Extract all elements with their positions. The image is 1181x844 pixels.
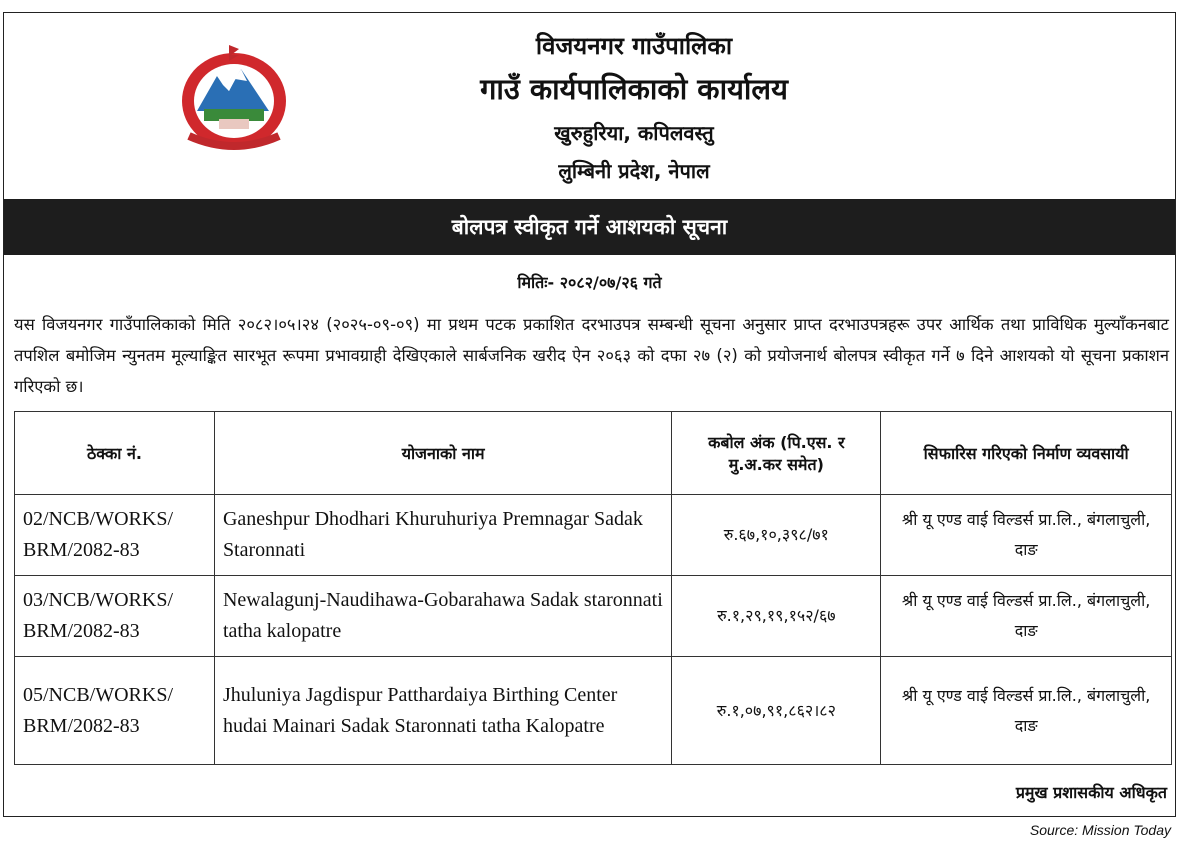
table-row: [15, 576, 1172, 657]
notice-date: मितिः- २०८२/०७/२६ गते: [517, 273, 662, 292]
header-contract-no: ठेक्का नं.: [15, 412, 215, 495]
contract-no: 05/NCB/WORKS/ BRM/2082-83: [15, 657, 215, 765]
header-bid-amount: कबोल अंक (पि.एस. र मु.अ.कर समेत): [672, 412, 881, 495]
project-name: Ganeshpur Dhodhari Khuruhuriya Premnagar Sadak Staronnati: [214, 495, 671, 576]
letterhead: [4, 13, 1175, 199]
bid-amount: रु.१,२९,१९,१५२/६७: [672, 576, 881, 657]
province-country: लुम्बिनी प्रदेश, नेपाल: [558, 159, 710, 183]
source-credit: Source: Mission Today: [1029, 822, 1171, 838]
bid-amount: रु.१,०७,९१,८६२।८२: [672, 657, 881, 765]
municipality-name: विजयनगर गाउँपालिका: [535, 32, 733, 60]
notice-body: यस विजयनगर गाउँपालिकाको मिति २०८२।०५।२४ (२०२५-०९-०९) मा प्रथम पटक प्रकाशित दरभाउपत्र सम्बन्धी सूचना अनुसार प्राप्त दरभाउपत्रहरू उपर आर्थिक तथा प्राविधिक मुल्याँकनबाट तपशिल बमोजिम न्युनतम मूल्याङ्कित सारभूत रूपमा प्रभावग्राही देखिएकाले सार्बजनिक खरीद ऐन २०६३ को दफा २७ (२) को प्रयोजनार्थ बोलपत्र स्वीकृत गर्ने ७ दिने आशयको यो सूचना प्रकाशन गरिएको छ।: [14, 315, 1169, 396]
notice-title: बोलपत्र स्वीकृत गर्ने आशयको सूचना: [4, 199, 1175, 255]
project-name: Newalagunj-Naudihawa-Gobarahawa Sadak staronnati tatha kalopatre: [214, 576, 671, 657]
contractor: श्री यू एण्ड वाई विल्डर्स प्रा.लि., बंगलाचुली, दाङ: [881, 495, 1172, 576]
office-name: गाउँ कार्यपालिकाको कार्यालय: [480, 72, 788, 106]
notice-frame: [3, 12, 1176, 817]
project-name: Jhuluniya Jagdispur Patthardaiya Birthing Center hudai Mainari Sadak Staronnati tatha Kalopatre: [214, 657, 671, 765]
table-header-row: [15, 412, 1172, 495]
header-contractor: सिफारिस गरिएको निर्माण व्यवसायी: [881, 412, 1172, 495]
header-project-name: योजनाको नाम: [214, 412, 671, 495]
nepal-emblem-icon: [169, 41, 299, 156]
contractor: श्री यू एण्ड वाई विल्डर्स प्रा.लि., बंगलाचुली, दाङ: [881, 576, 1172, 657]
table-row: [15, 657, 1172, 765]
contractor: श्री यू एण्ड वाई विल्डर्स प्रा.लि., बंगलाचुली, दाङ: [881, 657, 1172, 765]
signatory-title: प्रमुख प्रशासकीय अधिकृत: [1015, 783, 1167, 802]
table-row: [15, 495, 1172, 576]
contract-no: 02/NCB/WORKS/ BRM/2082-83: [15, 495, 215, 576]
bid-amount: रु.६७,१०,३९८/७१: [672, 495, 881, 576]
contract-no: 03/NCB/WORKS/ BRM/2082-83: [15, 576, 215, 657]
office-location: खुरुहुरिया, कपिलवस्तु: [554, 121, 714, 145]
bid-table: [14, 411, 1172, 765]
